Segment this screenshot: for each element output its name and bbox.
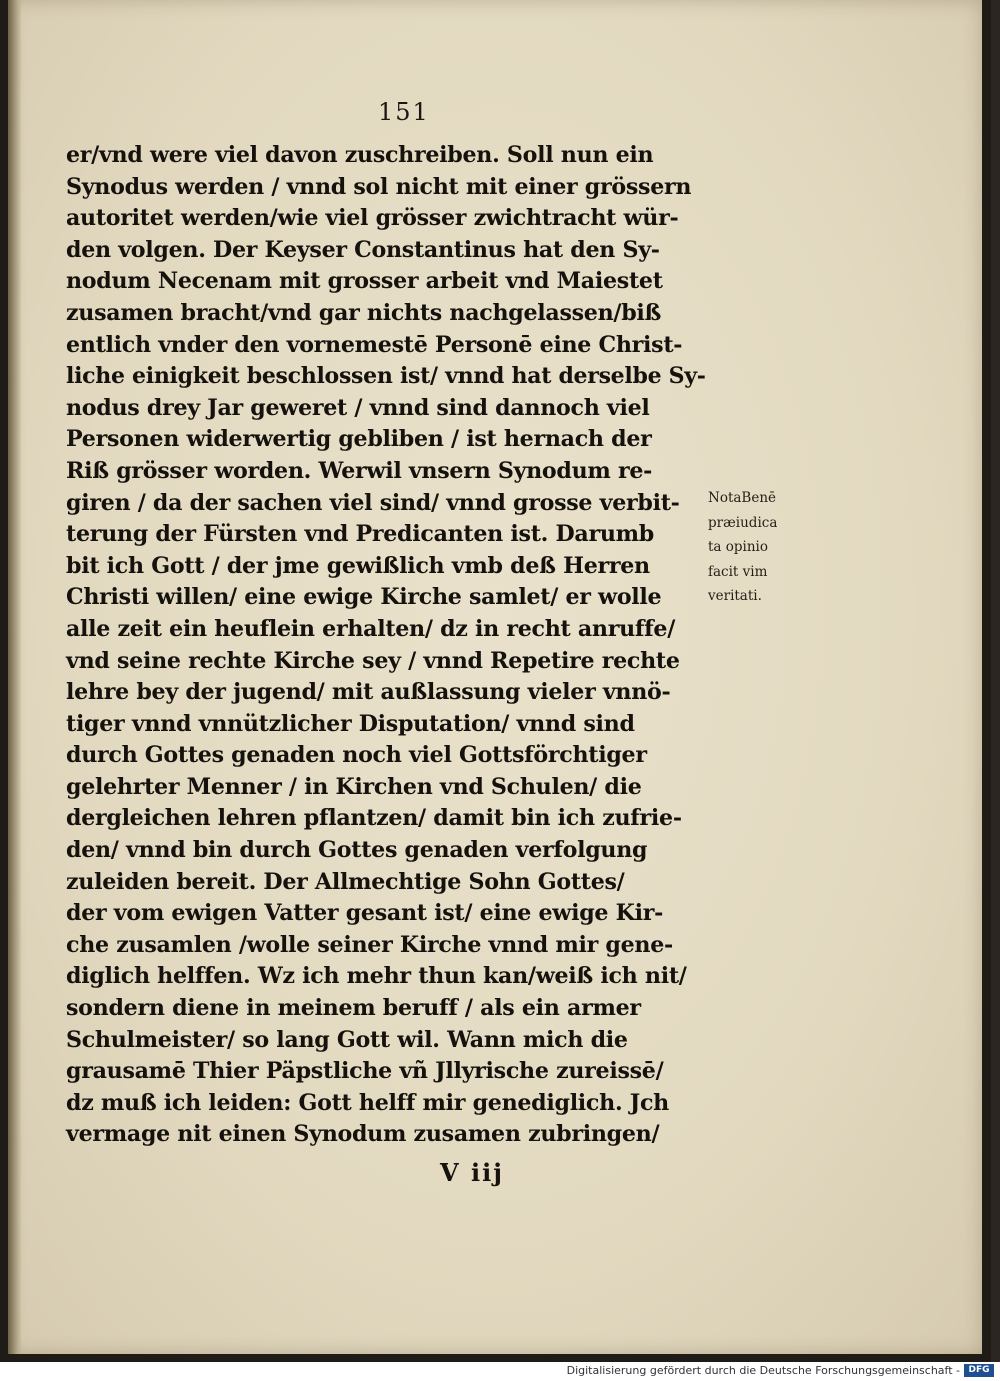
text-line: Schulmeister/ so lang Gott wil. Wann mich die <box>66 1026 628 1053</box>
text-line: vnd seine rechte Kirche sey / vnnd Repetire rechte <box>66 647 680 674</box>
text-line: durch Gottes genaden noch viel Gottsförchtiger <box>66 742 647 769</box>
signature-catchword: V iij <box>440 1158 504 1187</box>
marginal-note-line: veritati. <box>708 588 762 604</box>
text-line: vermage nit einen Synodum zusamen zubringen/ <box>66 1121 660 1148</box>
text-line: gelehrter Menner / in Kirchen vnd Schulen/ die <box>66 773 642 800</box>
body-text <box>66 140 716 1151</box>
text-line: den volgen. Der Keyser Constantinus hat den Sy- <box>66 236 660 263</box>
text-line: nodus drey Jar geweret / vnnd sind dannoch viel <box>66 394 650 421</box>
text-line: diglich helffen. Wz ich mehr thun kan/weiß ich nit/ <box>66 963 687 990</box>
footer-credit: Digitalisierung gefördert durch die Deutsche Forschungsgemeinschaft - <box>566 1364 960 1377</box>
text-line: che zusamlen /wolle seiner Kirche vnnd mir gene- <box>66 931 673 958</box>
marginal-note-line: facit vim <box>708 563 768 580</box>
text-line: giren / da der sachen viel sind/ vnnd grosse verbit- <box>66 489 680 516</box>
marginal-note <box>708 486 808 609</box>
text-line: alle zeit ein heuflein erhalten/ dz in recht anruffe/ <box>66 615 675 642</box>
text-line: den/ vnnd bin durch Gottes genaden verfolgung <box>66 837 648 864</box>
text-line: Synodus werden / vnnd sol nicht mit einer grössern <box>66 173 692 200</box>
marginal-note-line: NotaBenē <box>708 490 777 506</box>
text-line: zusamen bracht/vnd gar nichts nachgelassen/biß <box>66 299 662 326</box>
text-line: sondern diene in meinem beruff / als ein armer <box>66 995 641 1022</box>
text-line: dz muß ich leiden: Gott helff mir genediglich. Jch <box>66 1089 669 1116</box>
text-line: der vom ewigen Vatter gesant ist/ eine ewige Kir- <box>66 900 663 927</box>
page-number: 151 <box>378 98 430 126</box>
text-line: tiger vnnd vnnützlicher Disputation/ vnnd sind <box>66 710 635 737</box>
marginal-note-line: ta opinio <box>708 539 768 555</box>
text-line: Christi willen/ eine ewige Kirche samlet/ er wolle <box>66 584 662 611</box>
text-line: liche einigkeit beschlossen ist/ vnnd hat derselbe Sy- <box>66 363 706 390</box>
text-line: bit ich Gott / der jme gewißlich vmb deß Herren <box>66 552 650 579</box>
text-line: terung der Fürsten vnd Predicanten ist. Darumb <box>66 521 654 548</box>
text-line: Riß grösser worden. Werwil vnsern Synodum re- <box>66 457 653 484</box>
marginal-note-line: præiudica <box>708 514 778 531</box>
text-line: entlich vnder den vornemestē Personē eine Christ- <box>66 331 683 358</box>
page-spine-shadow <box>8 0 22 1354</box>
text-line: grausamē Thier Päpstliche vñ Jllyrische zureissē/ <box>66 1058 664 1085</box>
text-line: er/vnd were viel davon zuschreiben. Soll nun ein <box>66 142 654 168</box>
scan-edge-strip <box>991 0 1000 1362</box>
text-line: Personen widerwertig gebliben / ist hernach der <box>66 426 652 453</box>
text-line: autoritet werden/wie viel grösser zwichtracht wür- <box>66 205 679 232</box>
text-line: nodum Necenam mit grosser arbeit vnd Maiestet <box>66 268 663 295</box>
dfg-logo: DFG <box>964 1364 994 1377</box>
text-line: dergleichen lehren pflantzen/ damit bin ich zufrie- <box>66 805 682 832</box>
text-line: zuleiden bereit. Der Allmechtige Sohn Gottes/ <box>66 868 625 895</box>
text-line: lehre bey der jugend/ mit außlassung vieler vnnö- <box>66 679 671 706</box>
